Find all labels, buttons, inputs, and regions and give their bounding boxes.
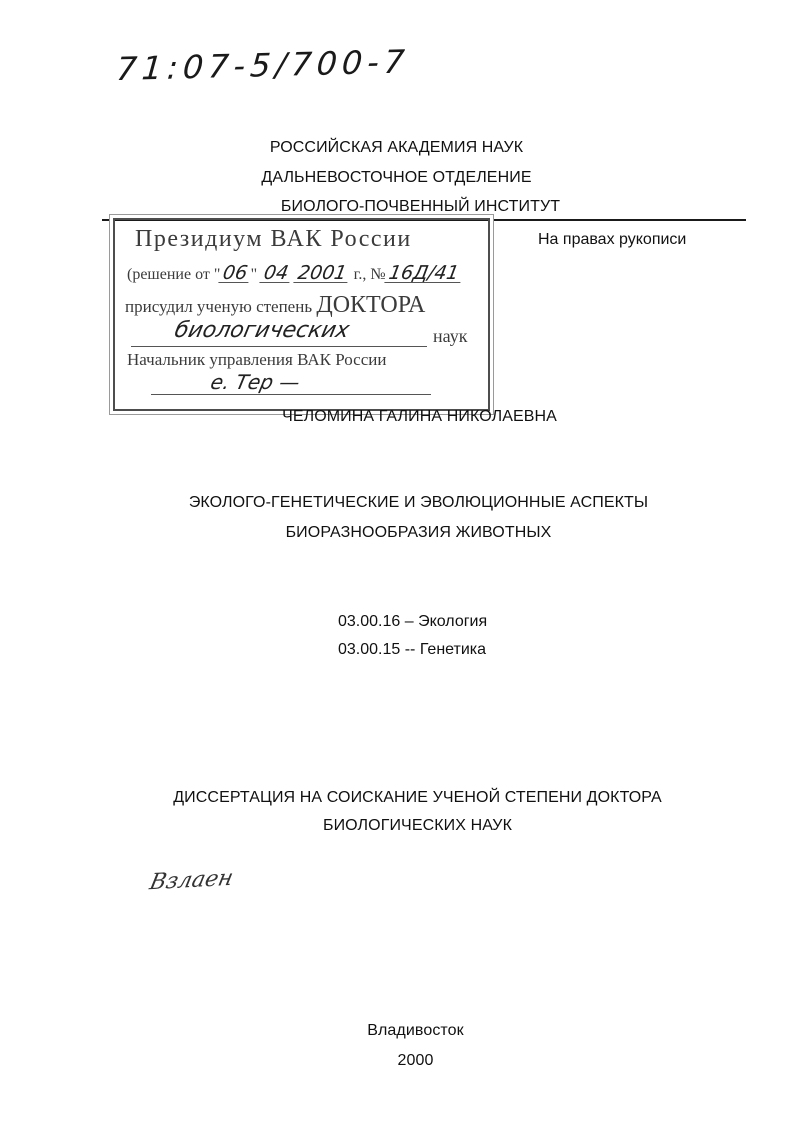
stamp-sciences: наук (433, 326, 468, 346)
manuscript-note: На правах рукописи (538, 231, 687, 248)
handwritten-note: Взлаен (147, 865, 236, 896)
stamp-awarded (125, 292, 425, 319)
decision-month: 04 (259, 264, 293, 283)
stamp-decision: (решение от "06" 04 2001 г., №16Д/41 (127, 264, 461, 284)
dissertation-line-1: ДИССЕРТАЦИЯ НА СОИСКАНИЕ УЧЕНОЙ СТЕПЕНИ ДОКТОРА (173, 789, 662, 806)
vak-stamp (113, 218, 490, 411)
signature-line (151, 394, 431, 395)
decision-number: 16Д/41 (384, 264, 463, 283)
stamp-field: биологических (172, 318, 352, 343)
author-name: ЧЕЛОМИНА ГАЛИНА НИКОЛАЕВНА (282, 408, 557, 425)
city: Владивосток (367, 1022, 464, 1039)
academy-name: РОССИЙСКАЯ АКАДЕМИЯ НАУК (269, 139, 524, 156)
stamp-title: Президиум ВАК России (135, 226, 412, 252)
archive-number: 71:07-5/700-7 (115, 42, 411, 89)
decision-year-suffix: г., № (353, 266, 386, 283)
specialty-ecology: 03.00.16 – Экология (338, 613, 488, 630)
decision-day: 06 (219, 264, 253, 283)
year: 2000 (397, 1052, 434, 1069)
specialty-genetics: 03.00.15 -- Генетика (338, 641, 487, 658)
awarded-text: присудил ученую степень (125, 297, 313, 316)
field-underline (131, 346, 427, 347)
title-line-1: ЭКОЛОГО-ГЕНЕТИЧЕСКИЕ И ЭВОЛЮЦИОННЫЕ АСПЕКТЫ (188, 494, 649, 511)
branch-name: ДАЛЬНЕВОСТОЧНОЕ ОТДЕЛЕНИЕ (261, 169, 532, 186)
stamp-signature: е. Тер — (208, 370, 303, 394)
decision-prefix: (решение от (127, 266, 210, 283)
title-line-2: БИОРАЗНООБРАЗИЯ ЖИВОТНЫХ (285, 524, 552, 541)
dissertation-line-2: БИОЛОГИЧЕСКИХ НАУК (322, 817, 512, 834)
degree-text: ДОКТОРА (316, 292, 426, 318)
decision-year: 2001 (294, 264, 352, 283)
institute-name: БИОЛОГО-ПОЧВЕННЫЙ ИНСТИТУТ (280, 198, 561, 215)
stamp-chief: Начальник управления ВАК России (127, 350, 387, 369)
